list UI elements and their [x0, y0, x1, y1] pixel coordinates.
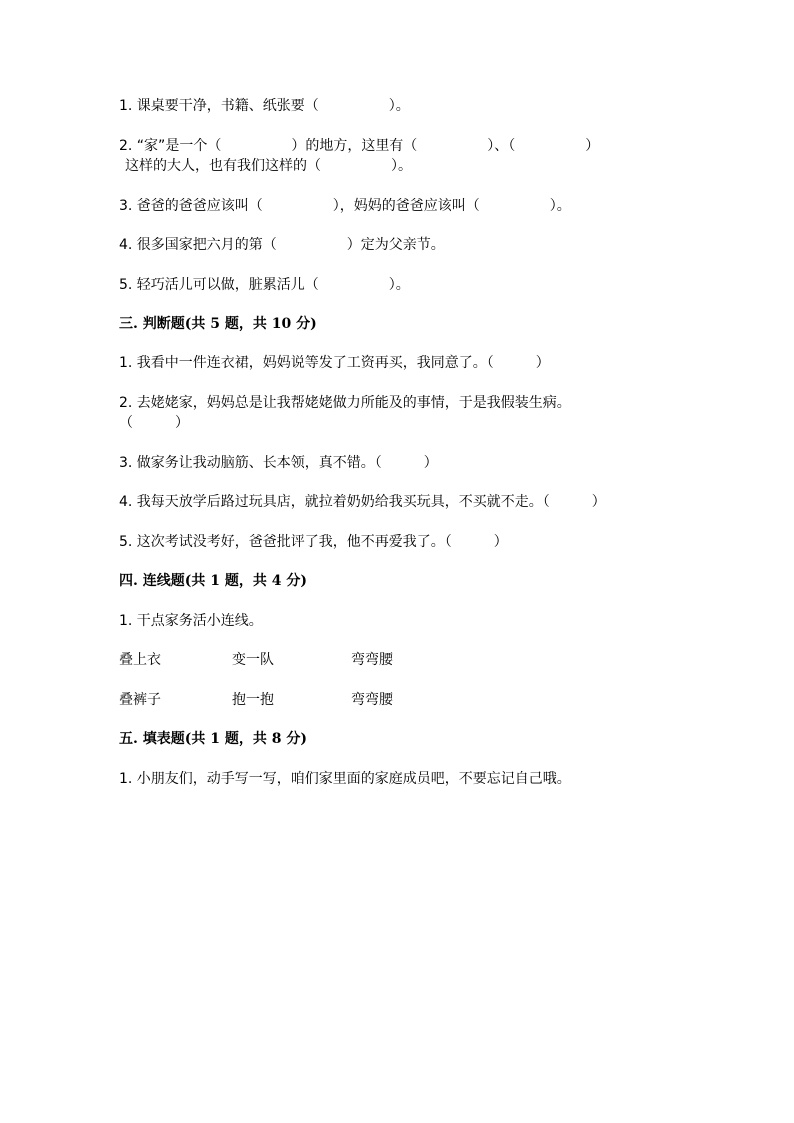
fill-blank-q3: 3. 爸爸的爸爸应该叫（ ），妈妈的爸爸应该叫（ ）。: [119, 198, 571, 214]
match-row2-left: 叠裤子: [119, 692, 161, 708]
fill-blank-q2-line1: 2. “家”是一个（ ）的地方，这里有（ ）、（ ）: [119, 138, 600, 154]
match-row1-left: 叠上衣: [119, 652, 161, 668]
judge-q2-line1: 2. 去姥姥家，妈妈总是让我帮姥姥做力所能及的事情，于是我假装生病。: [119, 395, 571, 411]
fill-blank-q4: 4. 很多国家把六月的第（ ）定为父亲节。: [119, 237, 445, 253]
judge-q4: 4. 我每天放学后路过玩具店，就拉着奶奶给我买玩具，不买就不走。（ ）: [119, 494, 606, 510]
table-heading: 五. 填表题(共 1 题，共 8 分): [119, 731, 307, 747]
judge-q1: 1. 我看中一件连衣裙，妈妈说等发了工资再买，我同意了。（ ）: [119, 355, 550, 371]
match-row1-right: 弯弯腰: [351, 652, 393, 668]
match-row1-middle: 变一队: [232, 652, 274, 668]
match-row2-middle: 抱一抱: [232, 692, 274, 708]
fill-blank-q5: 5. 轻巧活儿可以做，脏累活儿（ ）。: [119, 277, 410, 293]
judge-q5: 5. 这次考试没考好，爸爸批评了我，他不再爱我了。（ ）: [119, 534, 508, 550]
table-q1: 1. 小朋友们，动手写一写，咱们家里面的家庭成员吧，不要忘记自己哦。: [119, 771, 571, 787]
judge-q2-line2: （ ）: [119, 415, 189, 431]
match-heading: 四. 连线题(共 1 题，共 4 分): [119, 573, 307, 589]
fill-blank-q1: 1. 课桌要干净，书籍、纸张要（ ）。: [119, 98, 410, 114]
fill-blank-q2-line2: 这样的大人，也有我们这样的（ ）。: [125, 158, 412, 174]
match-row2-right: 弯弯腰: [351, 692, 393, 708]
judge-q3: 3. 做家务让我动脑筋、长本领，真不错。（ ）: [119, 455, 438, 471]
match-q1: 1. 干点家务活小连线。: [119, 613, 263, 629]
judge-heading: 三. 判断题(共 5 题，共 10 分): [119, 316, 317, 332]
